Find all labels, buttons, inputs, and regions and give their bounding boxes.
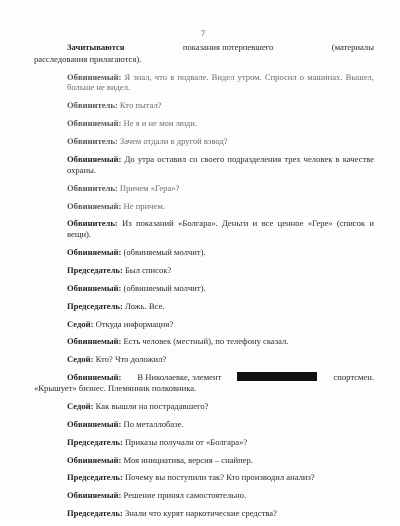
speaker-label: Обвиняемый: [67,372,122,383]
speaker-label: Председатель: [67,508,123,519]
speaker-label: Председатель: [67,436,123,447]
speaker-label: Седой: [67,318,94,329]
speaker-label: Обвиняемый: [67,118,122,129]
speaker-label: Обвиняемый: [67,490,122,501]
transcript-line [67,354,374,365]
line-text: Зачем отдали в другой взвод? [117,136,228,147]
transcript-line [67,401,374,412]
line-text: Причем «Гера»? [117,182,180,193]
transcript-line [67,283,374,294]
redaction-bar [237,372,317,381]
line-text: спортсмен. [333,372,374,383]
speaker-label: Председатель: [67,300,123,311]
transcript-line [67,301,374,312]
line-text: Был список? [122,264,172,275]
speaker-label: Обвиняемый: [67,336,122,347]
line-text: Решение принял самостоятельно. [121,490,247,501]
transcript-line [67,218,374,239]
speaker-label: Председатель: [67,264,123,275]
transcript-line [67,247,374,258]
line-text: Не я и не мои люди. [121,118,197,129]
speaker-label: Обвиняемый: [67,71,122,82]
header-word-1: Зачитываются [67,42,125,52]
transcript-line [67,118,374,129]
transcript-line-redacted [34,372,374,393]
line-text: Откуда информация? [93,318,174,329]
speaker-label: Обвинитель: [67,218,118,229]
speaker-label: Обвиняемый: [67,154,122,165]
line-text: Не причем. [121,200,165,211]
transcript-line [67,100,374,111]
line-text: Есть человек (местный), по телефону сказал. [121,336,289,347]
transcript-lines [67,72,374,365]
header-line-2: расследования прилагаются). [34,53,142,64]
speaker-label: Обвиняемый: [67,454,122,465]
speaker-label: Обвиняемый: [67,282,122,293]
speaker-label: Седой: [67,400,94,411]
line-text: До утра оставил со своего подразделения трех человек в качестве охраны. [67,154,374,175]
transcript-line [67,154,374,175]
transcript-line [67,455,374,466]
transcript-line [67,201,374,212]
line-text: Почему вы поступили так? Кто производил анализ? [122,472,315,483]
transcript-lines-continued [67,401,374,519]
line-text: Приказы получали от «Болгара»? [122,436,248,447]
speaker-label: Обвиняемый: [67,200,122,211]
transcript-line [67,490,374,501]
line-text: Знали что курят наркотические средства? [122,508,277,519]
transcript-body [34,42,374,526]
speaker-label: Седой: [67,354,94,365]
line-text: Моя инициатива, версия – снайпер. [121,454,253,465]
line-text: (обвиняемый молчит). [121,282,206,293]
line-text: (обвиняемый молчит). [121,247,206,258]
speaker-label: Обвинитель: [67,100,118,111]
transcript-line [67,419,374,430]
transcript-line [67,136,374,147]
header-line [67,42,374,53]
page-number: 7 [201,29,205,38]
line-text: Ложь. Все. [122,300,165,311]
line-text: Из показаний «Болгара». Деньги и все ценное «Гере» (список и вещи). [67,218,374,240]
header-word-2: показания потерпевшего [182,42,274,52]
transcript-line [67,508,374,519]
speaker-label: Председатель: [67,472,123,483]
header-word-3: (материалы [331,42,374,52]
transcript-line [67,183,374,194]
speaker-label: Обвиняемый: [67,247,122,258]
line-text: В Николаевке, элемент [137,372,222,383]
transcript-line [67,336,374,347]
transcript-line [67,472,374,483]
line-text: Я знал, что в подвале. Видел утром. Спросил о машинах. Вышел, больше не видел. [67,71,374,93]
transcript-line [67,437,374,448]
line-text-continued: «Крышует» бизнес. Племянник полковника. [34,382,197,393]
transcript-line [67,265,374,276]
line-text: Как вышли на пострадавшего? [93,400,209,411]
line-text: По металлобазе. [121,418,184,429]
line-text: Кто? Что доложил? [93,354,167,365]
speaker-label: Обвинитель: [67,136,118,147]
speaker-label: Обвинитель: [67,182,118,193]
line-text: Кто пытал? [117,100,162,111]
speaker-label: Обвиняемый: [67,418,122,429]
transcript-line [67,72,374,93]
transcript-line [67,319,374,330]
